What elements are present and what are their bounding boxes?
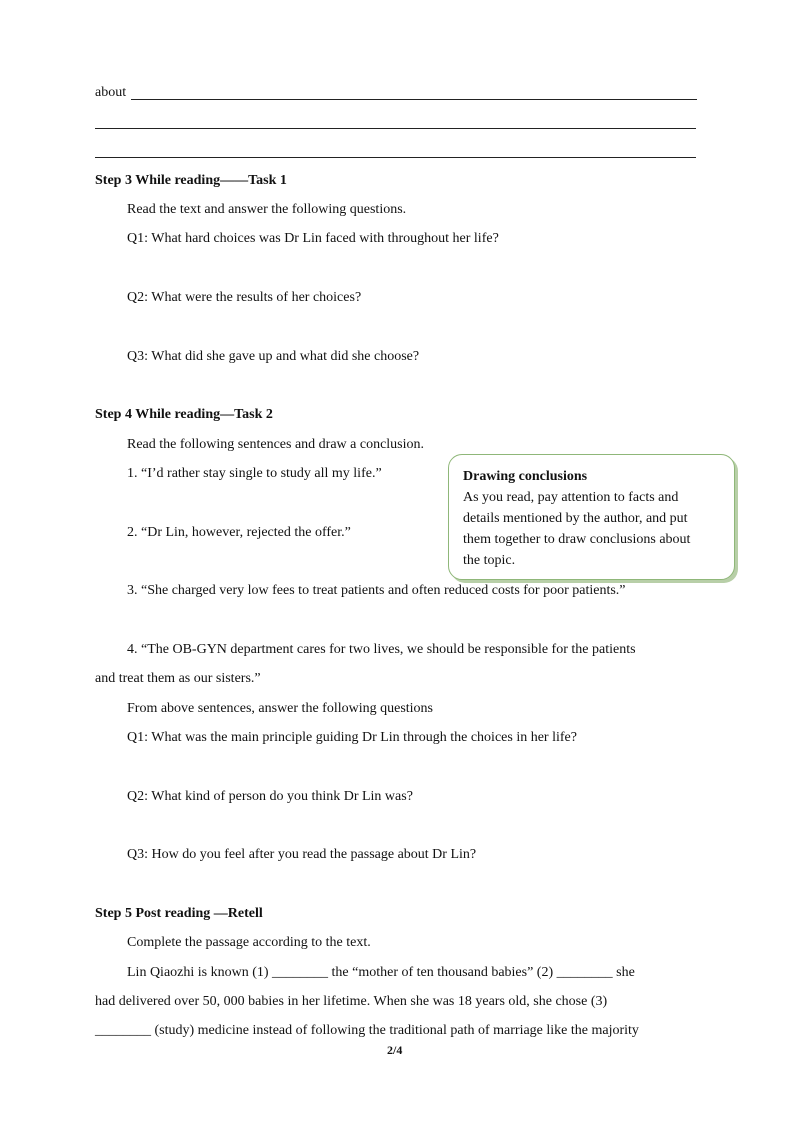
- answer-line-1: [131, 99, 697, 100]
- sidebox-line-2: details mentioned by the author, and put: [463, 511, 688, 526]
- step3-question-1: Q1: What hard choices was Dr Lin faced with throughout her life?: [127, 231, 499, 246]
- step4-followup: From above sentences, answer the following questions: [127, 701, 433, 716]
- page-number: 2/4: [387, 1043, 403, 1057]
- step4-question-2: Q2: What kind of person do you think Dr Lin was?: [127, 789, 413, 804]
- step4-sentence-4: 4. “The OB-GYN department cares for two lives, we should be responsible for the patients: [127, 642, 636, 657]
- drawing-conclusions-box: [448, 454, 735, 580]
- step5-passage-line-3: ________ (study) medicine instead of following the traditional path of marriage like the majority: [95, 1023, 639, 1038]
- step5-passage-line-2: had delivered over 50, 000 babies in her lifetime. When she was 18 years old, she chose (3): [95, 994, 608, 1009]
- step4-instruction: Read the following sentences and draw a conclusion.: [127, 437, 425, 452]
- sidebox-title: Drawing conclusions: [463, 469, 588, 484]
- step3-question-2: Q2: What were the results of her choices?: [127, 290, 362, 305]
- step5-passage-line-1: Lin Qiaozhi is known (1) ________ the “mother of ten thousand babies” (2) ________ she: [127, 965, 635, 980]
- sidebox-line-3: them together to draw conclusions about: [463, 532, 691, 547]
- step4-sentence-1: 1. “I’d rather stay single to study all my life.”: [127, 466, 382, 481]
- sidebox-line-4: the topic.: [463, 553, 516, 568]
- step4-sentence-4-cont: and treat them as our sisters.”: [95, 671, 261, 686]
- step4-sentence-3: 3. “She charged very low fees to treat patients and often reduced costs for poor patients.”: [127, 583, 626, 598]
- step3-instruction: Read the text and answer the following questions.: [127, 202, 407, 217]
- answer-line-3: [95, 157, 696, 158]
- step5-heading: Step 5 Post reading —Retell: [95, 906, 263, 921]
- answer-line-2: [95, 128, 696, 129]
- step3-question-3: Q3: What did she gave up and what did she choose?: [127, 349, 420, 364]
- step4-question-1: Q1: What was the main principle guiding Dr Lin through the choices in her life?: [127, 730, 577, 745]
- step4-heading: Step 4 While reading—Task 2: [95, 407, 273, 422]
- step4-question-3: Q3: How do you feel after you read the passage about Dr Lin?: [127, 847, 477, 862]
- about-label: about: [95, 85, 127, 100]
- sidebox-line-1: As you read, pay attention to facts and: [463, 490, 679, 505]
- step3-heading: Step 3 While reading——Task 1: [95, 173, 287, 188]
- step5-instruction: Complete the passage according to the text.: [127, 935, 371, 950]
- step4-sentence-2: 2. “Dr Lin, however, rejected the offer.”: [127, 525, 351, 540]
